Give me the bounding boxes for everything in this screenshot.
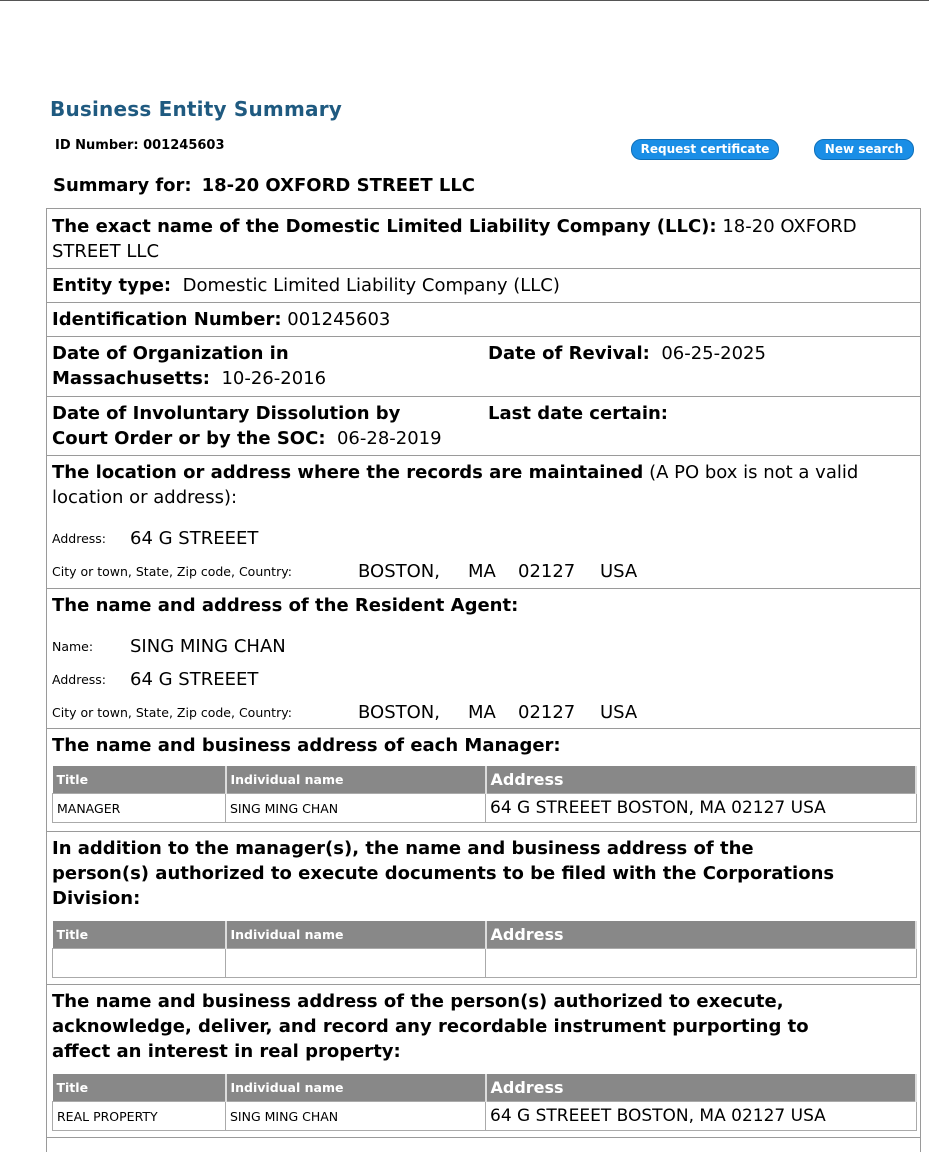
- summary-heading: [53, 175, 475, 196]
- entity-type-section: [46, 268, 921, 302]
- dissolution-date-section: [46, 396, 921, 455]
- last-date-certain-label: Last date certain:: [488, 403, 668, 424]
- table-header-row: [53, 921, 917, 949]
- col-name-header: Individual name: [226, 1074, 486, 1102]
- revival-date: [488, 341, 766, 366]
- col-title-header: Title: [53, 766, 226, 794]
- authorized-title-line2: person(s) authorized to execute documents to be filed with the Corporations: [52, 863, 835, 884]
- table-header-row: [53, 1074, 917, 1102]
- exact-name-section: [46, 208, 921, 268]
- table-row: [53, 1102, 917, 1131]
- revival-label: Date of Revival:: [488, 343, 650, 364]
- dissolution-label-line1: Date of Involuntary Dissolution by: [52, 403, 401, 424]
- organization-label-line1: Date of Organization in: [52, 343, 289, 364]
- col-title-header: Title: [53, 1074, 226, 1102]
- real-property-address-cell: 64 G STREEET BOSTON, MA 02127 USA: [486, 1102, 917, 1131]
- agent-address-label: Address:: [52, 672, 106, 687]
- agent-state: MA: [468, 702, 496, 723]
- table-header-row: [53, 766, 917, 794]
- agent-city-label: City or town, State, Zip code, Country:: [52, 705, 292, 720]
- real-property-title-line2: acknowledge, deliver, and record any recordable instrument purporting to: [52, 1016, 809, 1037]
- authorized-title-line3: Division:: [52, 888, 141, 909]
- real-property-section: [46, 984, 921, 1137]
- entity-type-value: Domestic Limited Liability Company (LLC): [182, 275, 560, 296]
- organization-label-line2: Massachusetts:: [52, 368, 210, 389]
- organization-date-value: 10-26-2016: [221, 368, 327, 389]
- dissolution-date-value: 06-28-2019: [336, 428, 442, 449]
- next-section-edge: [46, 1137, 921, 1152]
- organization-date-section: [46, 336, 921, 396]
- records-city: BOSTON,: [358, 561, 440, 582]
- identification-number-value: 001245603: [287, 309, 391, 330]
- empty-address-cell: [486, 949, 917, 978]
- empty-title-cell: [53, 949, 226, 978]
- records-address-label: Address:: [52, 531, 106, 546]
- authorized-table: [52, 921, 917, 978]
- real-property-title-line1: The name and business address of the person(s) authorized to execute,: [52, 991, 784, 1012]
- real-property-title-line3: affect an interest in real property:: [52, 1041, 401, 1062]
- agent-city: BOSTON,: [358, 702, 440, 723]
- table-row: [53, 794, 917, 823]
- revival-date-value: 06-25-2025: [661, 343, 766, 364]
- managers-section: [46, 728, 921, 831]
- authorized-title-line1: In addition to the manager(s), the name and business address of the: [52, 838, 754, 859]
- col-address-header: Address: [486, 1074, 917, 1102]
- records-city-label: City or town, State, Zip code, Country:: [52, 564, 292, 579]
- real-property-title-cell: REAL PROPERTY: [53, 1102, 226, 1131]
- agent-name-value: SING MING CHAN: [130, 636, 286, 657]
- agent-zip: 02127: [518, 702, 576, 723]
- summary-label: Summary for:: [53, 175, 192, 196]
- records-country: USA: [600, 561, 638, 582]
- managers-title: The name and business address of each Manager:: [52, 735, 561, 756]
- table-row: [53, 949, 917, 978]
- identification-number-label: Identification Number:: [52, 309, 282, 330]
- records-state: MA: [468, 561, 496, 582]
- col-address-header: Address: [486, 921, 917, 949]
- agent-name-label: Name:: [52, 639, 94, 654]
- manager-name-cell: SING MING CHAN: [226, 794, 486, 823]
- resident-agent-title: The name and address of the Resident Agent:: [52, 595, 519, 616]
- real-property-table: [52, 1074, 917, 1131]
- col-title-header: Title: [53, 921, 226, 949]
- entity-type-label: Entity type:: [52, 275, 172, 296]
- exact-name-value: 18-20 OXFORD STREET LLC: [52, 216, 857, 262]
- authorized-persons-section: [46, 831, 921, 984]
- agent-country: USA: [600, 702, 638, 723]
- summary-entity-name: 18-20 OXFORD STREET LLC: [201, 175, 476, 196]
- empty-name-cell: [226, 949, 486, 978]
- col-name-header: Individual name: [226, 921, 486, 949]
- records-zip: 02127: [518, 561, 576, 582]
- id-number: ID Number: 001245603: [55, 138, 225, 153]
- exact-name-label: The exact name of the Domestic Limited Liability Company (LLC):: [52, 216, 717, 237]
- identification-number-section: [46, 302, 921, 336]
- top-border: [0, 0, 929, 1]
- manager-title-cell: MANAGER: [53, 794, 226, 823]
- page-title: Business Entity Summary: [50, 97, 343, 121]
- col-address-header: Address: [486, 766, 917, 794]
- records-title-note: (A PO box is not a valid location or address):: [52, 462, 859, 508]
- real-property-name-cell: SING MING CHAN: [226, 1102, 486, 1131]
- manager-address-cell: 64 G STREEET BOSTON, MA 02127 USA: [486, 794, 917, 823]
- new-search-button[interactable]: New search: [814, 139, 914, 160]
- records-address-value: 64 G STREEET: [130, 528, 259, 549]
- records-title: The location or address where the records are maintained: [52, 462, 644, 483]
- agent-address-value: 64 G STREEET: [130, 669, 259, 690]
- request-certificate-button[interactable]: Request certificate: [631, 139, 779, 160]
- managers-table: [52, 766, 917, 823]
- resident-agent-section: [46, 588, 921, 728]
- records-location-section: [46, 455, 921, 588]
- col-name-header: Individual name: [226, 766, 486, 794]
- dissolution-label-line2: Court Order or by the SOC:: [52, 428, 326, 449]
- last-date-certain: [488, 401, 668, 426]
